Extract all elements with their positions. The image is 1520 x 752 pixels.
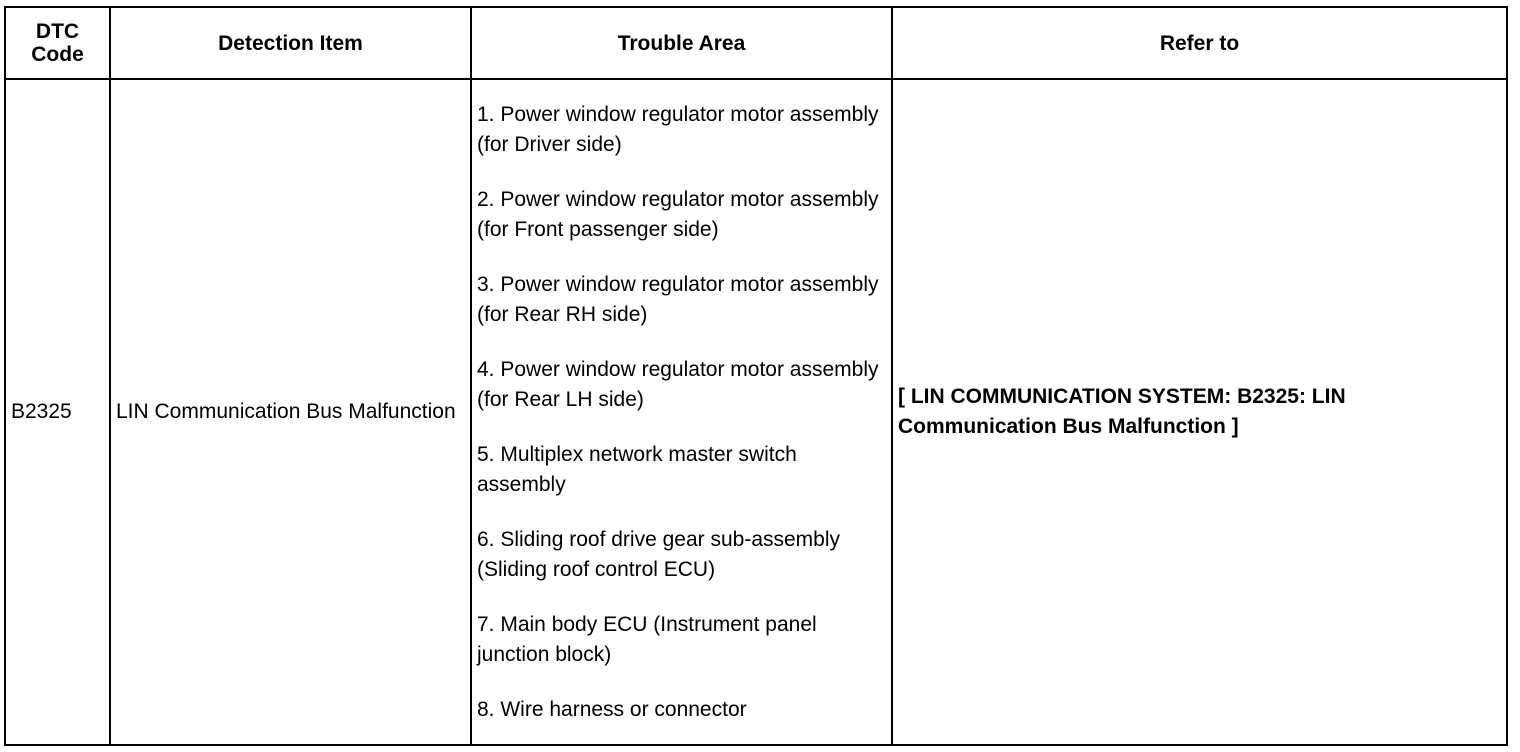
refer-to-link[interactable]: [ LIN COMMUNICATION SYSTEM: B2325: LIN Communication Bus Malfunction ]	[898, 385, 1346, 438]
header-detection-item: Detection Item	[110, 7, 471, 79]
refer-to-cell	[892, 79, 1507, 745]
header-row	[5, 7, 1507, 79]
trouble-area-item: 5. Multiplex network master switch assembly	[477, 442, 797, 496]
trouble-area-cell	[471, 79, 892, 745]
table-row	[5, 79, 1507, 745]
header-dtc-code: DTC Code	[5, 7, 110, 79]
detection-item-cell: LIN Communication Bus Malfunction	[110, 79, 471, 745]
trouble-area-item: 3. Power window regulator motor assembly (for Rear RH side)	[477, 272, 879, 326]
trouble-area-item: 2. Power window regulator motor assembly (for Front passenger side)	[477, 187, 879, 241]
trouble-area-item: 7. Main body ECU (Instrument panel junction block)	[477, 612, 817, 666]
trouble-area-item: 8. Wire harness or connector	[477, 697, 747, 721]
header-refer-to: Refer to	[892, 7, 1507, 79]
dtc-table	[4, 6, 1508, 746]
header-trouble-area: Trouble Area	[471, 7, 892, 79]
trouble-area-item: 1. Power window regulator motor assembly (for Driver side)	[477, 102, 879, 156]
trouble-area-list	[477, 100, 886, 725]
trouble-area-item: 4. Power window regulator motor assembly (for Rear LH side)	[477, 357, 879, 411]
trouble-area-item: 6. Sliding roof drive gear sub-assembly (Sliding roof control ECU)	[477, 527, 841, 581]
dtc-code-cell: B2325	[5, 79, 110, 745]
